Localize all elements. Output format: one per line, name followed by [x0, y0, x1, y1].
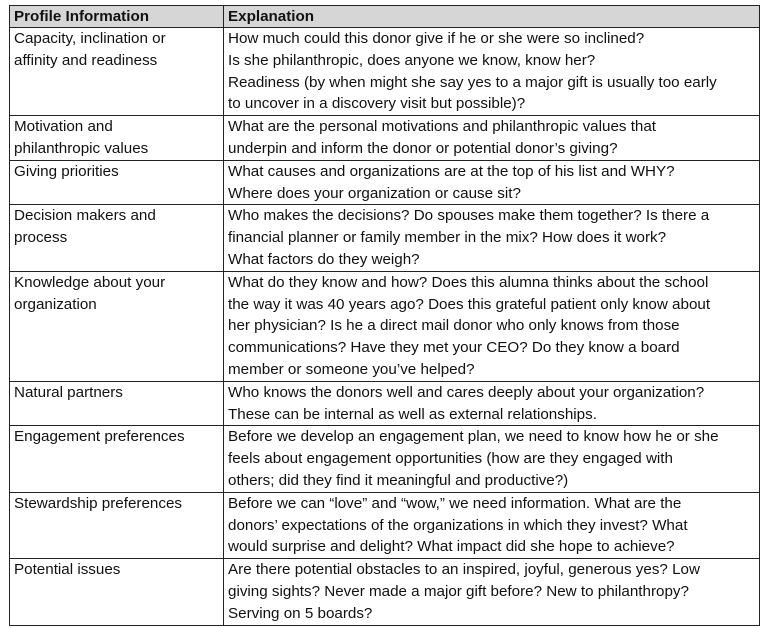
- document-page: [9, 5, 760, 626]
- explanation-cell: [224, 271, 760, 381]
- profile-label-cell: [10, 271, 224, 381]
- explanation-cell: [224, 116, 760, 161]
- explanation-cell: [224, 559, 760, 625]
- explanation-line: would surprise and delight? What impact did she hope to achieve?: [228, 538, 675, 556]
- explanation-line: Who makes the decisions? Do spouses make them together? Is there a: [228, 207, 710, 225]
- profile-label-line: affinity and readiness: [14, 51, 158, 69]
- explanation-line: her physician? Is he a direct mail donor who only knows from those: [228, 317, 680, 335]
- explanation-line: Where does your organization or cause sit?: [228, 184, 521, 202]
- explanation-line: to uncover in a discovery visit but possible)?: [228, 95, 526, 113]
- header-profile-information: Profile Information: [10, 6, 224, 28]
- explanation-cell: [224, 492, 760, 558]
- explanation-line: These can be internal as well as external relationships.: [228, 405, 597, 423]
- explanation-line: Before we develop an engagement plan, we need to know how he or she: [228, 428, 719, 446]
- table-row: [10, 28, 760, 116]
- explanation-line: the way it was 40 years ago? Does this grateful patient only know about: [228, 295, 711, 313]
- profile-label-cell: [10, 160, 224, 205]
- explanation-line: How much could this donor give if he or she were so inclined?: [228, 30, 645, 47]
- profile-label-line: Decision makers and: [14, 207, 156, 225]
- profile-label-line: Knowledge about your: [14, 273, 166, 291]
- explanation-line: others; did they find it meaningful and productive?): [228, 471, 569, 489]
- profile-label-line: Potential issues: [14, 561, 121, 579]
- explanation-cell: [224, 426, 760, 492]
- explanation-line: member or someone you’ve helped?: [228, 360, 475, 378]
- profile-label-line: organization: [14, 295, 97, 313]
- explanation-line: What do they know and how? Does this alumna thinks about the school: [228, 273, 709, 291]
- profile-label-cell: [10, 116, 224, 161]
- header-explanation: Explanation: [224, 6, 760, 28]
- explanation-cell: [224, 28, 760, 116]
- header-row: [10, 6, 760, 28]
- table-row: [10, 116, 760, 161]
- explanation-line: What factors do they weigh?: [228, 250, 420, 268]
- table-row: [10, 426, 760, 492]
- explanation-line: Are there potential obstacles to an inspired, joyful, generous yes? Low: [228, 561, 700, 579]
- table-row: [10, 160, 760, 205]
- profile-label-cell: [10, 559, 224, 625]
- explanation-line: Is she philanthropic, does anyone we know, know her?: [228, 51, 596, 69]
- profile-label-line: philanthropic values: [14, 139, 149, 157]
- table-row: [10, 559, 760, 625]
- explanation-line: Who knows the donors well and cares deeply about your organization?: [228, 383, 705, 401]
- profile-table: [9, 5, 760, 626]
- explanation-line: Serving on 5 boards?: [228, 604, 373, 622]
- profile-label-cell: [10, 381, 224, 426]
- explanation-line: feels about engagement opportunities (how are they engaged with: [228, 450, 673, 468]
- profile-label-line: process: [14, 229, 68, 247]
- explanation-cell: [224, 160, 760, 205]
- profile-label-line: Engagement preferences: [14, 428, 185, 446]
- profile-label-cell: [10, 426, 224, 492]
- explanation-line: What are the personal motivations and philanthropic values that: [228, 118, 657, 136]
- profile-label-line: Motivation and: [14, 118, 113, 136]
- explanation-cell: [224, 205, 760, 271]
- explanation-line: Readiness (by when might she say yes to a major gift is usually too early: [228, 73, 717, 91]
- profile-label-cell: [10, 28, 224, 116]
- explanation-line: donors’ expectations of the organizations in which they invest? What: [228, 516, 688, 534]
- explanation-line: financial planner or family member in the mix? How does it work?: [228, 229, 667, 247]
- explanation-line: Before we can “love” and “wow,” we need information. What are the: [228, 494, 682, 512]
- explanation-line: underpin and inform the donor or potential donor’s giving?: [228, 139, 618, 157]
- profile-label-cell: [10, 205, 224, 271]
- explanation-cell: [224, 381, 760, 426]
- explanation-line: What causes and organizations are at the top of his list and WHY?: [228, 162, 675, 180]
- table-body: [10, 28, 760, 626]
- table-row: [10, 205, 760, 271]
- profile-label-line: Capacity, inclination or: [14, 30, 166, 47]
- profile-label-line: Natural partners: [14, 383, 123, 401]
- explanation-line: communications? Have they met your CEO? Do they know a board: [228, 339, 680, 357]
- table-row: [10, 492, 760, 558]
- profile-label-cell: [10, 492, 224, 558]
- profile-label-line: Stewardship preferences: [14, 494, 182, 512]
- table-row: [10, 381, 760, 426]
- table-row: [10, 271, 760, 381]
- explanation-line: giving sights? Never made a major gift before? New to philanthropy?: [228, 582, 689, 600]
- profile-label-line: Giving priorities: [14, 162, 119, 180]
